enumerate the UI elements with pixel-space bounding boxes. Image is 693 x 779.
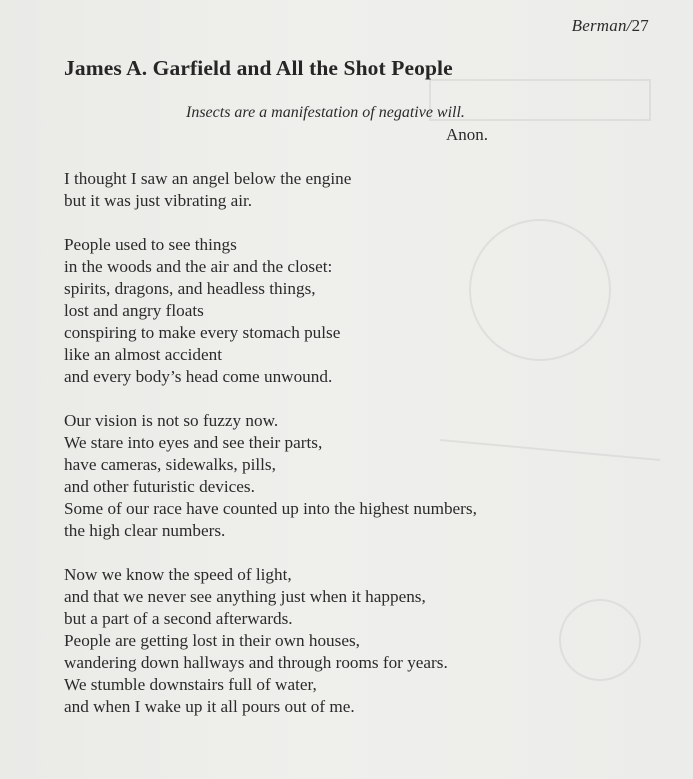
poem-line: and that we never see anything just when it happens, — [64, 587, 426, 606]
poem-line: the high clear numbers. — [64, 521, 226, 540]
poem-line: but a part of a second afterwards. — [64, 609, 293, 628]
poem-line: Some of our race have counted up into the highest numbers, — [64, 499, 477, 518]
poem-line: like an almost accident — [64, 345, 222, 364]
stanza — [64, 234, 664, 388]
poem-line: wandering down hallways and through rooms for years. — [64, 653, 448, 672]
running-header — [572, 16, 649, 36]
epigraph — [186, 102, 488, 146]
poem-line: and other futuristic devices. — [64, 477, 255, 496]
poem-line: We stumble downstairs full of water, — [64, 675, 317, 694]
header-author: Berman — [571, 16, 627, 35]
page-number: 27 — [631, 16, 649, 35]
poem-line: have cameras, sidewalks, pills, — [64, 455, 276, 474]
poem-line: Our vision is not so fuzzy now. — [64, 411, 279, 430]
poem-line: but it was just vibrating air. — [64, 191, 253, 210]
poem-line: We stare into eyes and see their parts, — [64, 433, 323, 452]
poem-line: I thought I saw an angel below the engine — [64, 169, 352, 188]
poem-title: James A. Garfield and All the Shot People — [64, 56, 453, 80]
stanza — [64, 410, 664, 542]
poem-line: People used to see things — [64, 235, 237, 254]
poem-line: in the woods and the air and the closet: — [64, 257, 333, 276]
poem-line: and every body’s head come unwound. — [64, 367, 333, 386]
poem-line: and when I wake up it all pours out of me. — [64, 697, 355, 716]
poem-line: lost and angry floats — [64, 301, 204, 320]
poem-body — [64, 168, 664, 740]
epigraph-quote: Insects are a manifestation of negative will. — [186, 104, 465, 121]
poem-line: spirits, dragons, and headless things, — [64, 279, 316, 298]
stanza — [64, 168, 664, 212]
stanza — [64, 564, 664, 718]
poem-line: Now we know the speed of light, — [64, 565, 292, 584]
poem-line: People are getting lost in their own houses, — [64, 631, 360, 650]
poem-line: conspiring to make every stomach pulse — [64, 323, 341, 342]
header-separator: / — [626, 16, 632, 35]
epigraph-attribution: Anon. — [445, 125, 488, 144]
